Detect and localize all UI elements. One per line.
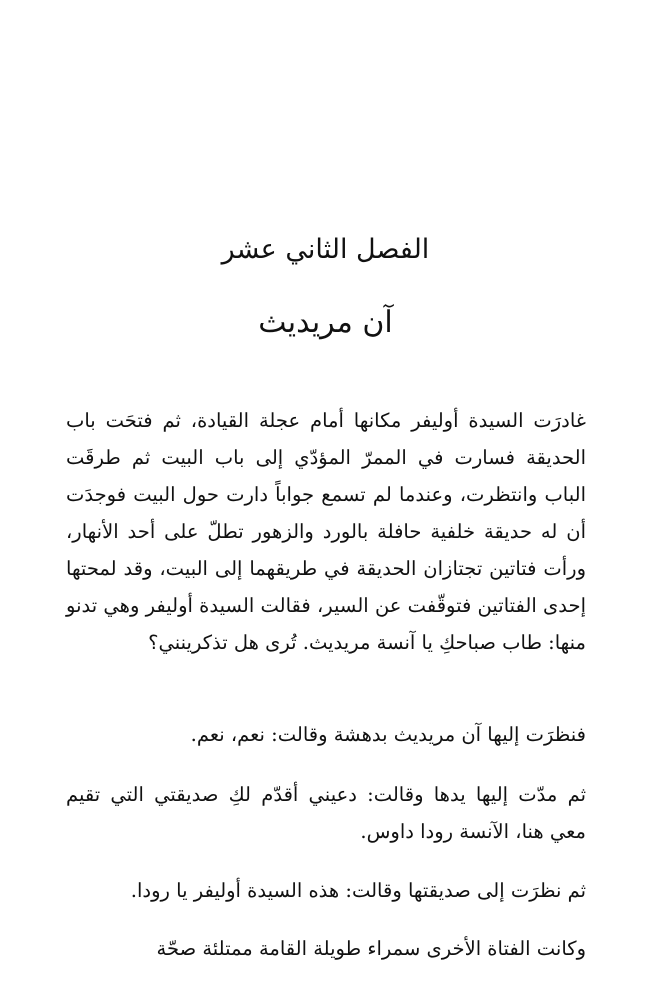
paragraph: فنظرَت إليها آن مريديث بدهشة وقالت: نعم، نعم.: [190, 723, 586, 746]
paragraph: ثم نظرَت إلى صديقتها وقالت: هذه السيدة أوليفر يا رودا.: [130, 879, 586, 902]
paragraph: وكانت الفتاة الأخرى سمراء طويلة القامة ممتلئة صحّة: [156, 937, 586, 960]
paragraph: ثم مدّت إليها يدها وقالت: دعيني أقدّم لكِ صديقتي التي تقيم معي هنا، الآنسة رودا داوس.: [66, 783, 586, 843]
chapter-number: الفصل الثاني عشر: [221, 234, 430, 265]
paragraph: غادرَت السيدة أوليفر مكانها أمام عجلة القيادة، ثم فتحَت باب الحديقة فسارت في الممرّ المؤدّي إلى باب البيت ثم طرقَت الباب وانتظرت، وعندما لم تسمع جواباً دارت حول البيت فوجدَت أن له حديقة خلفية حافلة بالورد والزهور تطلّ على أحد الأنهار، ورأت فتاتين تجتازان الحديقة في طريقهما إلى البيت، وقد لمحتها إحدى الفتاتين فتوقّفت عن السير، فقالت السيدة أوليفر وهي تدنو منها: طاب صباحكِ يا آنسة مريديث. تُرى هل تذكرينني؟: [66, 409, 586, 654]
chapter-title: آن مريديث: [258, 305, 393, 340]
